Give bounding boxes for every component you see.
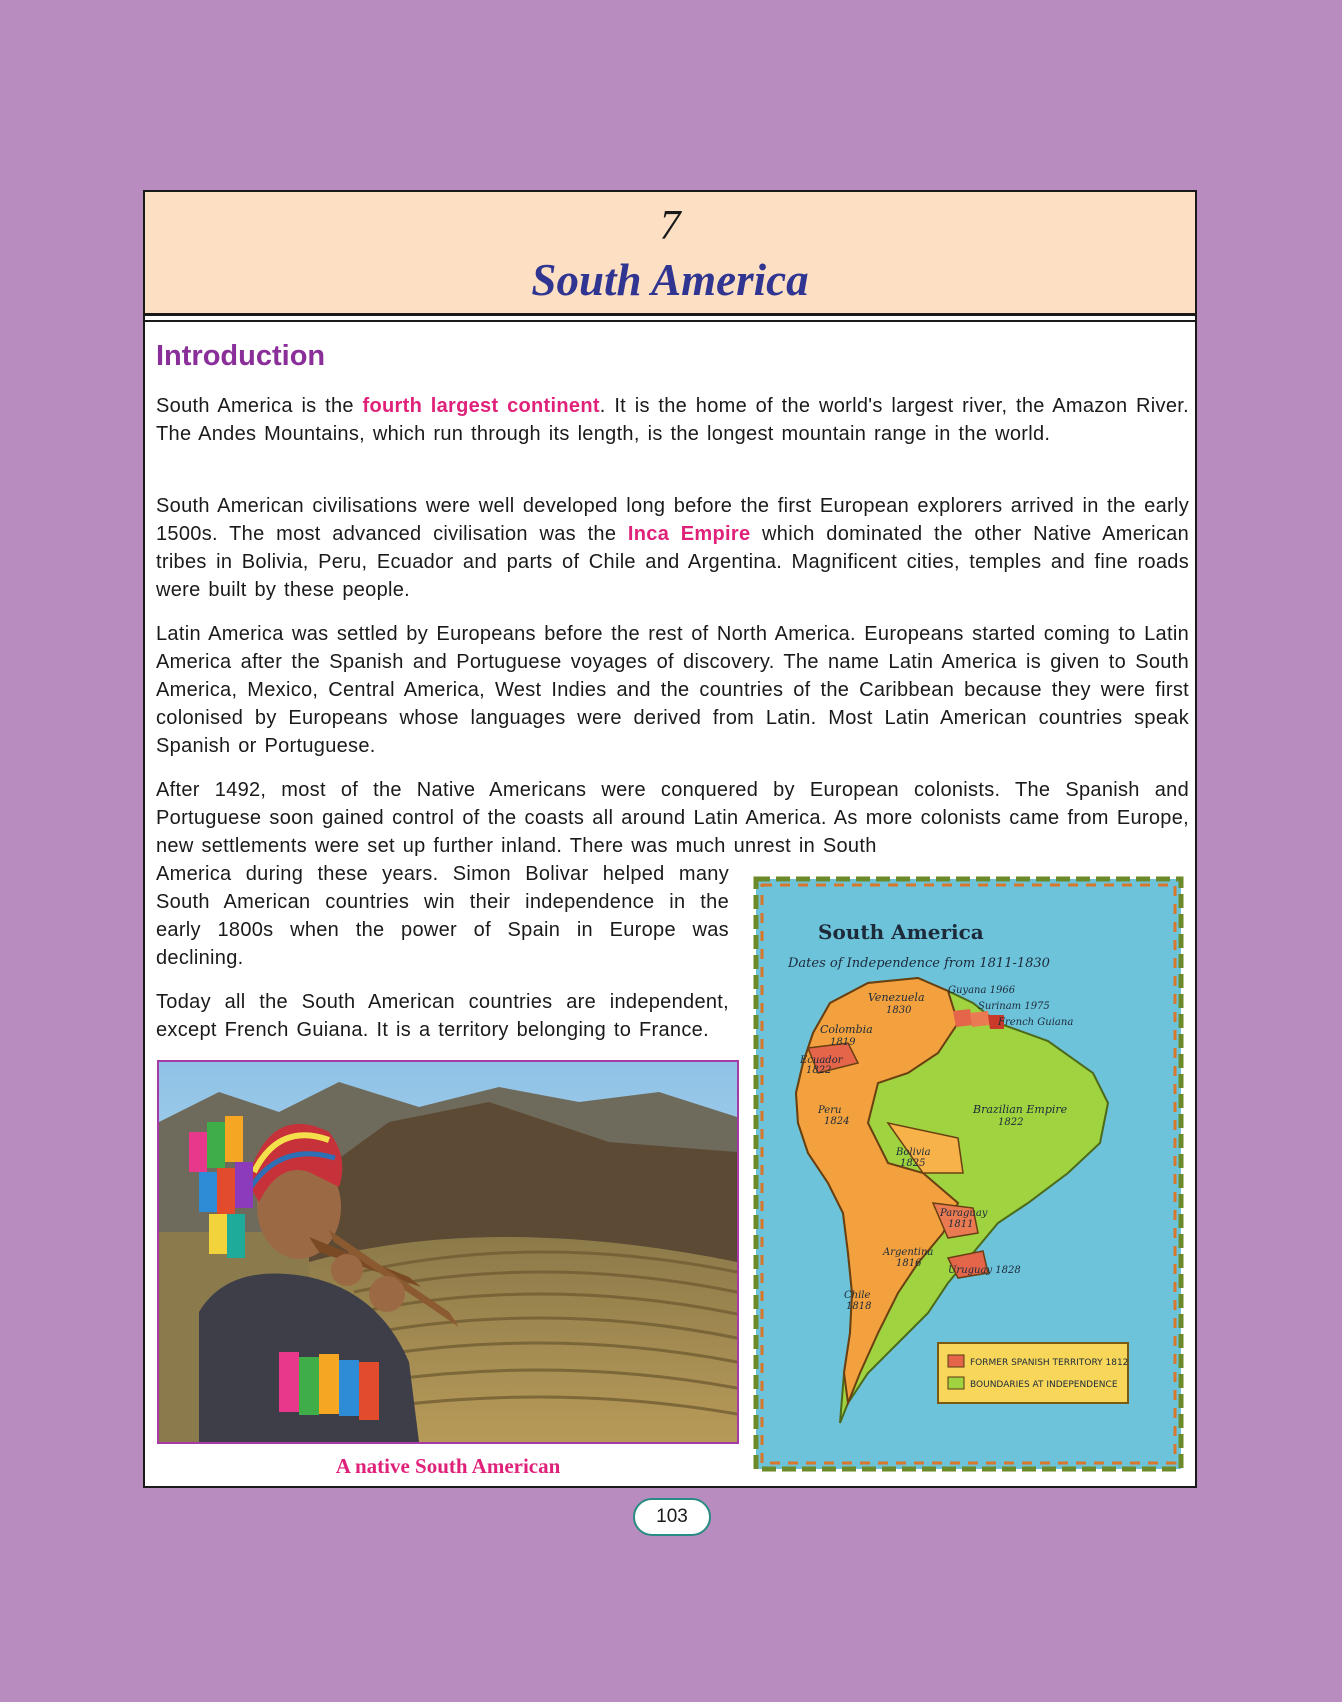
section-heading: Introduction (156, 340, 326, 372)
label-colombia: Colombia (820, 1023, 873, 1036)
p2-text-a: South American civilisations were well developed long before the first European explorers arrived in the early 1500s. The most advanced civilisation was the (156, 495, 1189, 545)
independence-map (748, 873, 1189, 1477)
label-french-guiana: French Guiana (998, 1017, 1074, 1028)
p1-text-b: . It is the home of the world's largest river, the Amazon River. The Andes Mountains, which run through its length, is the longest mountain range in the world. (156, 395, 1189, 445)
chapter-title: South America (531, 255, 809, 305)
legend-spanish-label: FORMER SPANISH TERRITORY 1812 (970, 1358, 1129, 1368)
label-surinam: Surinam 1975 (978, 1001, 1050, 1012)
native-photo-illustration (159, 1062, 737, 1442)
label-ecuador-year: 1822 (806, 1065, 832, 1076)
paragraph-5: Today all the South American countries are independent, except French Guiana. It is a territory belonging to France. (156, 991, 729, 1041)
label-peru-year: 1824 (824, 1116, 850, 1127)
page-frame (143, 190, 1197, 1488)
map-subtitle: Dates of Independence from 1811-1830 (788, 956, 1050, 971)
label-peru: Peru (818, 1105, 842, 1116)
chapter-header (145, 192, 1195, 316)
legend-swatch-spanish (948, 1355, 964, 1367)
label-bolivia-year: 1825 (900, 1158, 926, 1169)
label-colombia-year: 1819 (830, 1037, 856, 1048)
native-photo (157, 1060, 739, 1444)
paragraph-2 (156, 492, 1189, 604)
paragraph-4-narrow: America during these years. Simon Bolivar helped many South American countries win their independence in the early 1800s when the power of Spain in Europe was declining. (156, 863, 729, 969)
legend-swatch-boundaries (948, 1377, 964, 1389)
page-number: 103 (633, 1498, 711, 1536)
map-title: South America (818, 920, 984, 944)
p2-text-b: which dominated the other Native American tribes in Bolivia, Peru, Ecuador and parts of Chile and Argentina. Magnificent cities, temples and fine roads were built by these people. (156, 523, 1190, 601)
label-argentina-year: 1816 (896, 1258, 922, 1269)
highlight-fourth-largest: fourth largest continent (362, 395, 600, 417)
label-brazil-year: 1822 (998, 1117, 1024, 1128)
paragraph-3: Latin America was settled by Europeans before the rest of North America. Europeans started coming to Latin America after the Spanish and Portuguese voyages of discovery. The name Latin America is given to South America, Mexico, Central America, West Indies and the countries of the Caribbean because they were first colonised by Europeans whose languages were derived from Latin. Most Latin American countries speak Spanish or Portuguese. (156, 623, 1189, 757)
label-brazil: Brazilian Empire (973, 1103, 1068, 1116)
chapter-number: 7 (659, 203, 681, 249)
photo-caption: A native South American (335, 1454, 561, 1478)
paragraph-1 (156, 392, 1189, 448)
label-argentina: Argentina (883, 1247, 934, 1258)
label-paraguay-year: 1811 (948, 1219, 974, 1230)
header-divider (145, 320, 1195, 322)
label-bolivia: Bolivia (896, 1147, 931, 1158)
label-chile: Chile (844, 1290, 871, 1301)
label-uruguay: Uruguay 1828 (948, 1265, 1021, 1276)
label-paraguay: Paraguay (940, 1208, 988, 1219)
label-chile-year: 1818 (846, 1301, 872, 1312)
highlight-inca-empire: Inca Empire (627, 523, 751, 545)
label-venezuela-year: 1830 (886, 1005, 912, 1016)
label-ecuador: Ecuador (800, 1055, 843, 1066)
legend-boundaries-label: BOUNDARIES AT INDEPENDENCE (970, 1380, 1118, 1390)
label-guyana: Guyana 1966 (948, 985, 1016, 996)
label-venezuela: Venezuela (868, 991, 925, 1004)
p1-text-a: South America is the (156, 395, 363, 417)
paragraph-4-full: After 1492, most of the Native Americans were conquered by European colonists. The Spanish and Portuguese soon gained control of the coasts all around Latin America. As more colonists came from Europe, new settlements were set up further inland. There was much unrest in South (156, 779, 1189, 857)
